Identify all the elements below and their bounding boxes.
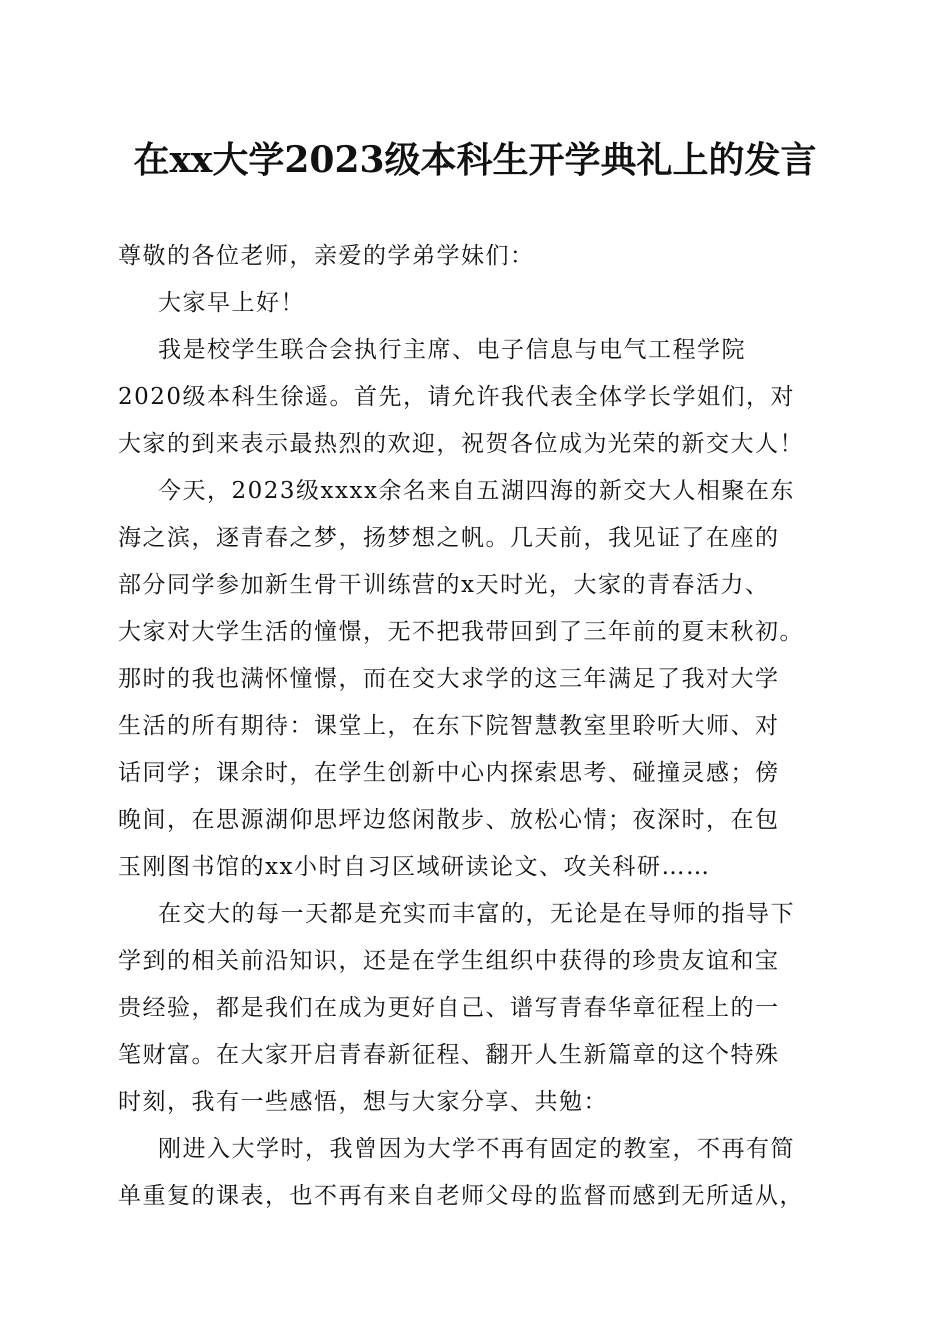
paragraph-line: 那时的我也满怀憧憬，而在交大求学的这三年满足了我对大学 bbox=[118, 666, 780, 692]
paragraph-line: 玉刚图书馆的xx小时自习区域研读论文、攻关科研…… bbox=[118, 854, 711, 880]
paragraph-line: 我是校学生联合会执行主席、电子信息与电气工程学院 bbox=[158, 337, 746, 363]
paragraph-line: 晚间，在思源湖仰思坪边悠闲散步、放松心情；夜深时，在包 bbox=[118, 807, 780, 833]
paragraph-line: 生活的所有期待：课堂上，在东下院智慧教室里聆听大师、对 bbox=[118, 713, 780, 739]
paragraph-line: 大家对大学生活的憧憬，无不把我带回到了三年前的夏末秋初。 bbox=[118, 619, 804, 645]
paragraph-line: 在交大的每一天都是充实而丰富的，无论是在导师的指导下 bbox=[158, 901, 795, 927]
paragraph-line: 海之滨，逐青春之梦，扬梦想之帆。几天前，我见证了在座的 bbox=[118, 525, 780, 551]
paragraph-line: 学到的相关前沿知识，还是在学生组织中获得的珍贵友谊和宝 bbox=[118, 948, 780, 974]
paragraph-line: 贵经验，都是我们在成为更好自己、谱写青春华章征程上的一 bbox=[118, 995, 780, 1021]
salutation-line: 尊敬的各位老师，亲爱的学弟学妹们： bbox=[118, 243, 535, 269]
paragraph-line: 今天，2023级xxxx余名来自五湖四海的新交大人相聚在东 bbox=[158, 478, 795, 504]
paragraph-line: 2020级本科生徐遥。首先，请允许我代表全体学长学姐们，对 bbox=[118, 384, 796, 410]
paragraph-line: 部分同学参加新生骨干训练营的x天时光，大家的青春活力、 bbox=[118, 572, 770, 598]
document-title: 在xx大学2023级本科生开学典礼上的发言 bbox=[133, 139, 817, 181]
paragraph-line: 单重复的课表，也不再有来自老师父母的监督而感到无所适从， bbox=[118, 1183, 804, 1209]
paragraph-line: 刚进入大学时，我曾因为大学不再有固定的教室，不再有简 bbox=[158, 1136, 795, 1162]
greeting-line: 大家早上好！ bbox=[158, 290, 305, 316]
paragraph-line: 话同学；课余时，在学生创新中心内探索思考、碰撞灵感；傍 bbox=[118, 760, 780, 786]
paragraph-line: 笔财富。在大家开启青春新征程、翻开人生新篇章的这个特殊 bbox=[118, 1042, 780, 1068]
paragraph-line: 大家的到来表示最热烈的欢迎，祝贺各位成为光荣的新交大人！ bbox=[118, 431, 804, 457]
document-body bbox=[118, 233, 834, 1220]
paragraph-line: 时刻，我有一些感悟，想与大家分享、共勉： bbox=[118, 1089, 608, 1115]
